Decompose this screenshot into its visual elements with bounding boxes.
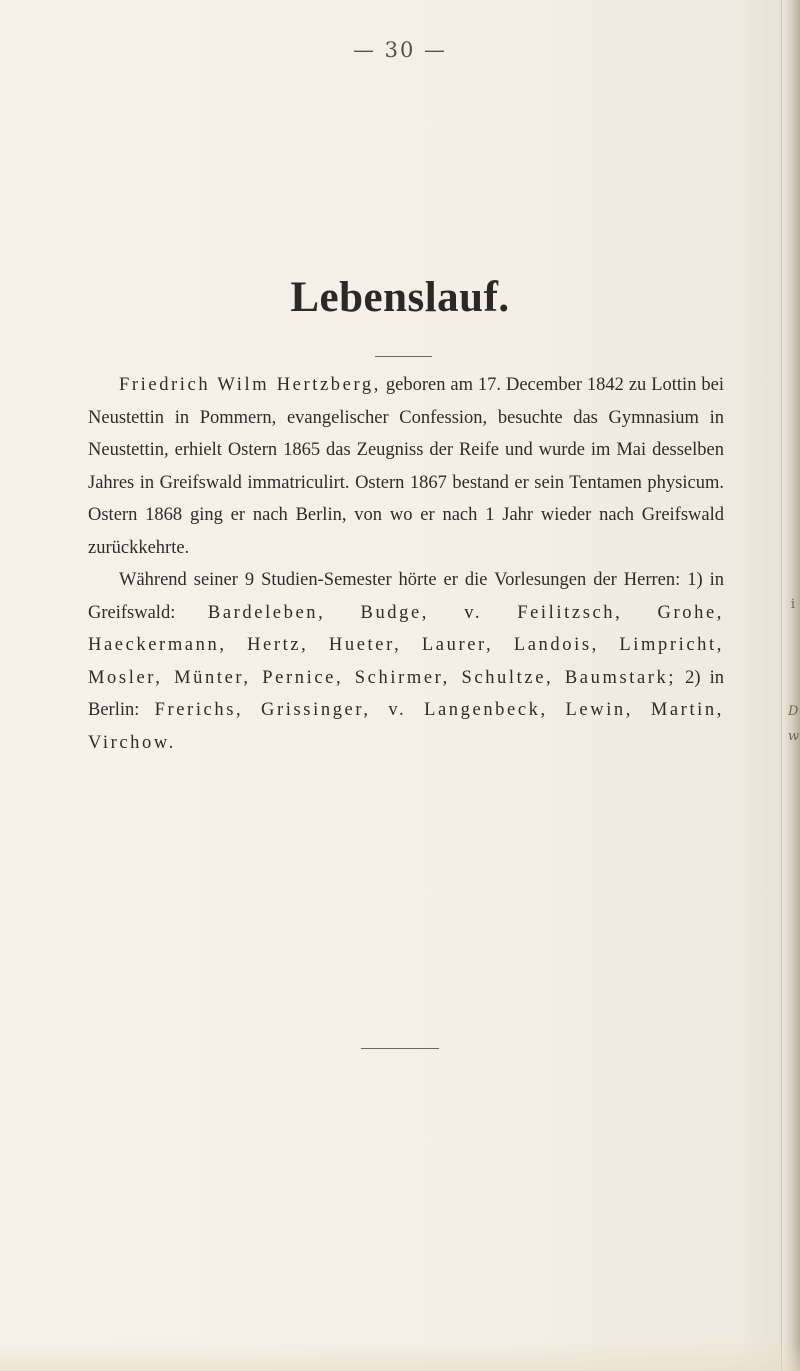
paragraph-biography xyxy=(88,369,724,564)
lectures-intro: Während seiner 9 Studien-Semester hörte er die Vorlesungen der Herren: 1) in Greifswald: xyxy=(88,570,724,623)
edge-mark-1: i xyxy=(790,597,796,612)
title-divider xyxy=(375,356,432,357)
paper-stain xyxy=(0,1341,800,1371)
body-text xyxy=(88,369,724,759)
adjacent-page-edge xyxy=(781,0,800,1371)
end-divider xyxy=(361,1048,439,1049)
berlin-professors: Frerichs, Grissinger, v. Langenbeck, Lewin, Martin, Virchow. xyxy=(88,700,724,753)
biography-text: geboren am 17. December 1842 zu Lottin bei Neustettin in Pommern, evangelischer Confession, besuchte das Gymnasium in Neustettin, erhielt Ostern 1865 das Zeugniss der Reife und wurde im Mai desselben Jahres in Greifswald immatriculirt. Ostern 1867 bestand er sein Tentamen physicum. Ostern 1868 ging er nach Berlin, von wo er nach 1 Jahr wieder nach Greifswald zurückkehrte. xyxy=(88,375,724,558)
edge-mark-3: w xyxy=(788,729,800,744)
page-number: — 30 — xyxy=(352,38,448,62)
greifswald-professors: Bardeleben, Budge, v. Feilitzsch, Grohe, Haeckermann, Hertz, Hueter, Laurer, Landois, Limpricht, Mosler, Münter, Pernice, Schirmer, Schultze, Baumstark; xyxy=(88,602,724,688)
paragraph-lectures xyxy=(88,564,724,759)
edge-mark-2: D xyxy=(788,704,799,719)
berlin-intro: 2) in Berlin: xyxy=(88,667,724,720)
person-name: Friedrich Wilm Hertzberg, xyxy=(119,375,381,395)
document-title: Lebenslauf. xyxy=(290,274,510,321)
